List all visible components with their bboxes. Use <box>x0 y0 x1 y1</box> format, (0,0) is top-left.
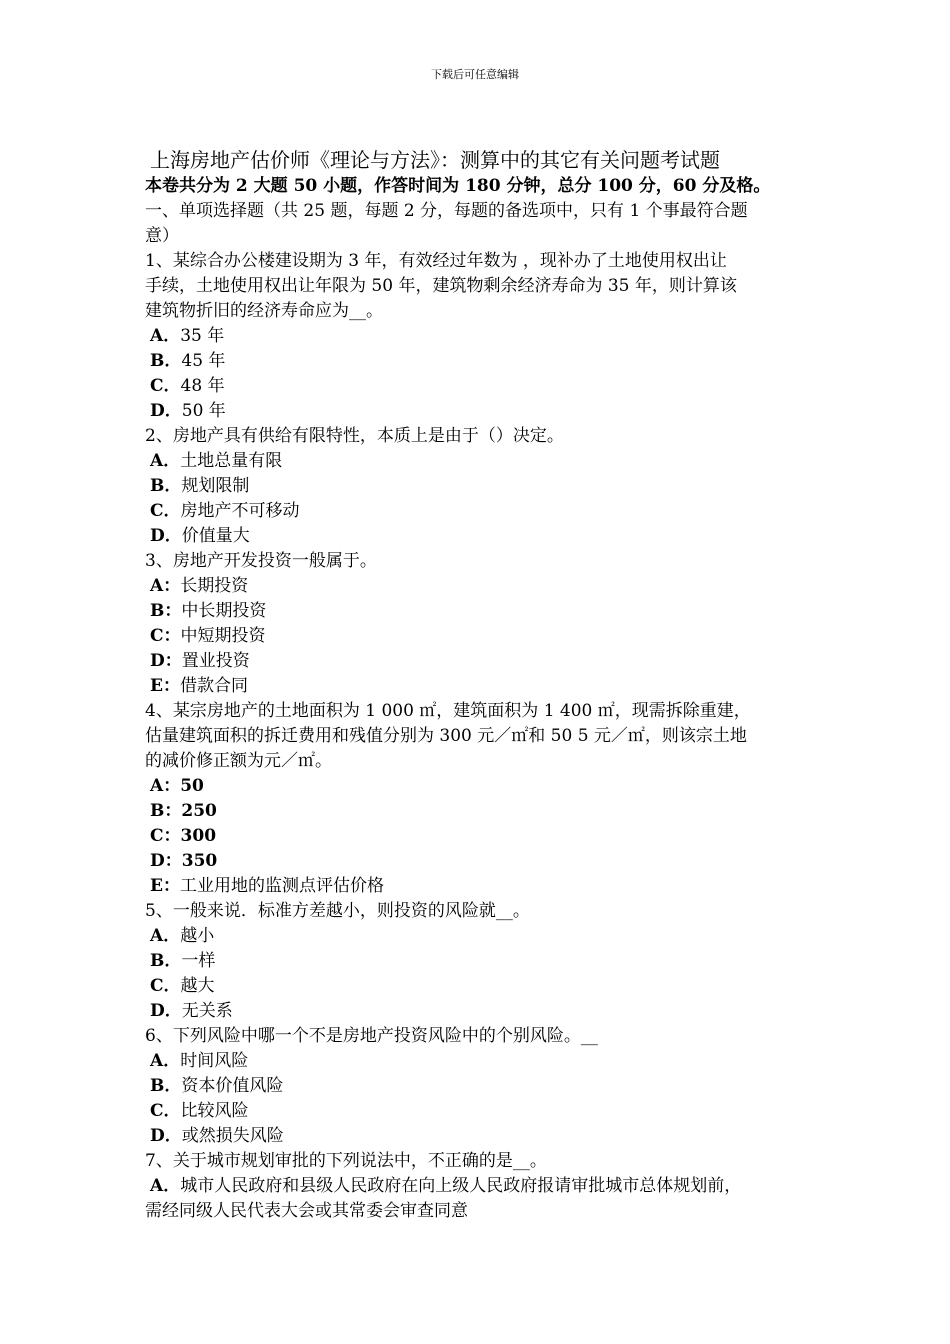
option-letter: C： <box>150 826 181 846</box>
answer-option <box>145 574 825 599</box>
option-letter: B． <box>150 476 182 496</box>
option-text: 工业用地的监测点评估价格 <box>179 876 384 896</box>
question-4 <box>145 699 825 899</box>
answer-option <box>145 974 825 999</box>
option-text: 越大 <box>180 976 215 996</box>
answer-option <box>145 474 825 499</box>
answer-option <box>145 1174 825 1199</box>
option-text: 无关系 <box>181 1001 233 1021</box>
option-letter: D： <box>150 651 182 671</box>
answer-option <box>145 1099 825 1124</box>
option-letter: B： <box>150 601 182 621</box>
option-text: 资本价值风险 <box>181 1076 284 1096</box>
option-text: 越小 <box>180 926 215 946</box>
option-text: 房地产不可移动 <box>180 501 300 521</box>
option-letter: A： <box>150 576 181 596</box>
answer-option <box>145 1049 825 1074</box>
option-letter: D． <box>150 401 182 421</box>
question-3 <box>145 549 825 699</box>
question-text-line: 的减价修正额为元／㎡。 <box>145 751 332 771</box>
question-5 <box>145 899 825 1024</box>
option-text: 50 <box>180 776 204 796</box>
page-title: 上海房地产估价师《理论与方法》：测算中的其它有关问题考试题 <box>150 148 720 172</box>
header-note: 下载后可任意编辑 <box>431 68 519 81</box>
option-text: 时间风险 <box>180 1051 249 1071</box>
answer-option <box>145 924 825 949</box>
question-text-line: 手续，土地使用权出让年限为 50 年，建筑物剩余经济寿命为 35 年，则计算该 <box>145 276 737 296</box>
option-letter: B． <box>150 351 182 371</box>
option-letter: C． <box>150 501 181 521</box>
answer-option <box>145 349 825 374</box>
option-letter: A： <box>150 776 181 796</box>
option-letter: A． <box>150 1176 181 1196</box>
exam-intro: 本卷共分为 2 大题 50 小题，作答时间为 180 分钟，总分 100 分，60 分及格。 <box>145 176 771 196</box>
option-letter: D． <box>150 526 182 546</box>
option-letter: D． <box>150 1126 182 1146</box>
question-text-line: 估量建筑面积的拆迁费用和残值分别为 300 元／㎡和 50 5 元／㎡，则该宗土地 <box>145 726 747 746</box>
option-letter: A． <box>150 326 181 346</box>
option-letter: B： <box>150 801 182 821</box>
option-text: 48 年 <box>180 376 225 396</box>
option-letter: A． <box>150 451 181 471</box>
answer-option <box>145 449 825 474</box>
option-letter: C． <box>150 1101 181 1121</box>
option-text: 50 年 <box>181 401 226 421</box>
option-text: 45 年 <box>181 351 226 371</box>
question-text-line: 3、房地产开发投资一般属于。 <box>145 551 377 571</box>
question-text-line: 1、某综合办公楼建设期为 3 年，有效经过年数为 ，现补办了土地使用权出让 <box>145 251 727 271</box>
question-text-line: 建筑物折旧的经济寿命应为__。 <box>145 301 383 321</box>
option-text: 土地总量有限 <box>180 451 283 471</box>
answer-option <box>145 999 825 1024</box>
option-text: 或然损失风险 <box>181 1126 284 1146</box>
option-letter: C． <box>150 376 181 396</box>
question-6 <box>145 1024 825 1149</box>
question-text-line: 5、一般来说．标准方差越小，则投资的风险就__。 <box>145 901 530 921</box>
option-letter: B． <box>150 951 182 971</box>
option-letter: A． <box>150 1051 181 1071</box>
answer-option <box>145 524 825 549</box>
option-letter: C： <box>150 626 181 646</box>
option-text: 中长期投资 <box>181 601 267 621</box>
option-text: 350 <box>181 851 218 871</box>
option-letter: E： <box>150 676 180 696</box>
option-letter: D： <box>150 851 182 871</box>
question-text-line: 2、房地产具有供给有限特性，本质上是由于（）决定。 <box>145 426 564 446</box>
option-letter: C． <box>150 976 181 996</box>
answer-option <box>145 1124 825 1149</box>
answer-option <box>145 874 825 899</box>
answer-option <box>145 399 825 424</box>
document-body <box>145 174 825 1224</box>
answer-option <box>145 849 825 874</box>
answer-option <box>145 674 825 699</box>
answer-option <box>145 649 825 674</box>
section-heading-line-2: 意） <box>145 226 179 246</box>
question-2 <box>145 424 825 549</box>
answer-option <box>145 499 825 524</box>
question-text-line: 7、关于城市规划审批的下列说法中，不正确的是__。 <box>145 1151 547 1171</box>
option-letter: A． <box>150 926 181 946</box>
section-heading-line-1: 一、单项选择题（共 25 题，每题 2 分，每题的备选项中，只有 1 个事最符合题 <box>145 201 748 221</box>
answer-option <box>145 374 825 399</box>
option-text: 250 <box>181 801 217 821</box>
option-text: 比较风险 <box>180 1101 249 1121</box>
question-1 <box>145 249 825 424</box>
answer-option <box>145 824 825 849</box>
option-text: 中短期投资 <box>180 626 266 646</box>
answer-option <box>145 624 825 649</box>
option-text: 长期投资 <box>180 576 249 596</box>
option-text: 300 <box>180 826 217 846</box>
option-continuation: 需经同级人民代表大会或其常委会审查同意 <box>145 1201 468 1221</box>
option-text: 规划限制 <box>181 476 250 496</box>
option-text: 一样 <box>181 951 216 971</box>
option-letter: B． <box>150 1076 182 1096</box>
answer-option <box>145 774 825 799</box>
option-text: 城市人民政府和县级人民政府在向上级人民政府报请审批城市总体规划前， <box>180 1176 742 1196</box>
question-7 <box>145 1149 825 1224</box>
option-text: 置业投资 <box>181 651 250 671</box>
answer-option <box>145 324 825 349</box>
option-letter: D． <box>150 1001 182 1021</box>
option-letter: E： <box>150 876 180 896</box>
answer-option <box>145 1074 825 1099</box>
question-text-line: 4、某宗房地产的土地面积为 1 000 ㎡，建筑面积为 1 400 ㎡，现需拆除重建， <box>145 701 751 721</box>
answer-option <box>145 949 825 974</box>
answer-option <box>145 799 825 824</box>
option-text: 借款合同 <box>179 676 248 696</box>
option-text: 价值量大 <box>181 526 250 546</box>
answer-option <box>145 599 825 624</box>
option-text: 35 年 <box>180 326 225 346</box>
question-text-line: 6、下列风险中哪一个不是房地产投资风险中的个别风险。__ <box>145 1026 598 1046</box>
